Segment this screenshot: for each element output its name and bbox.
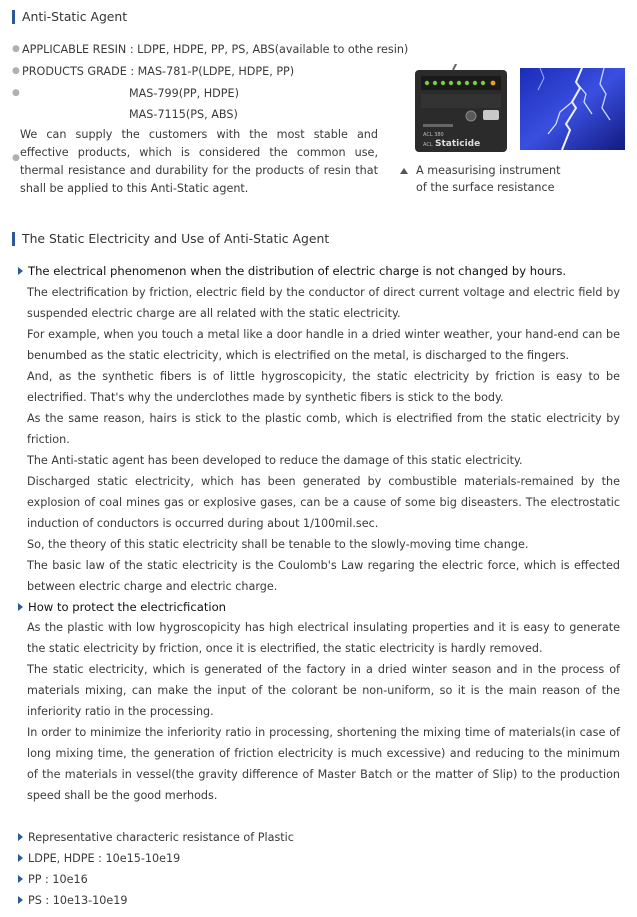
bullet-dot: ● bbox=[12, 88, 20, 98]
resistance-item-ldpe-hdpe: LDPE, HDPE : 10e15-10e19 bbox=[18, 851, 180, 867]
section-title-static-electricity: The Static Electricity and Use of Anti-Static Agent bbox=[12, 232, 329, 246]
paragraph: So, the theory of this static electricity shall be tenable to the slowly-moving time change. bbox=[27, 538, 529, 551]
resistance-meter-image bbox=[413, 64, 509, 154]
triangle-right-icon bbox=[18, 854, 23, 862]
section-title-anti-static-agent: Anti-Static Agent bbox=[12, 10, 127, 24]
supply-paragraph: We can supply the customers with the most stable and effective products, which is considered the common use, thermal resistance and durability for the products of resin that shall be applied to this Anti-Static agent. bbox=[20, 128, 378, 195]
resistance-item-ps: PS : 10e13-10e19 bbox=[18, 893, 127, 909]
protect-body bbox=[27, 617, 620, 806]
applicable-resin-line: APPLICABLE RESIN : LDPE, HDPE, PP, PS, ABS(available to othe resin) bbox=[22, 43, 409, 56]
paragraph: The basic law of the static electricity is the Coulomb's Law regaring the electric force, which is effected between electric charge and electric charge. bbox=[27, 559, 620, 593]
paragraph: For example, when you touch a metal like a door handle in a dried winter weather, your hand-end can be benumbed as the static electricity, which is electrified on the metal, is discharged to the fingers. bbox=[27, 328, 620, 362]
paragraph: And, as the synthetic fibers is of little hygroscopicity, the static electricity by friction is easy to be electrified. That's why the underclothes made by synthetic fibers is stick to the body. bbox=[27, 370, 620, 404]
triangle-right-icon bbox=[18, 267, 23, 275]
products-grade-2: MAS-799(PP, HDPE) bbox=[129, 87, 239, 100]
bullet-dot: ● bbox=[12, 44, 20, 54]
instrument-maker-label: ACL bbox=[423, 142, 433, 148]
bullet-dot: ● bbox=[12, 66, 20, 76]
lightning-image bbox=[520, 68, 625, 150]
products-grade-line: PRODUCTS GRADE : MAS-781-P(LDPE, HDPE, PP) bbox=[22, 65, 295, 78]
triangle-right-icon bbox=[18, 833, 23, 841]
instrument-caption bbox=[400, 162, 570, 196]
resistance-heading: Representative characteric resistance of Plastic bbox=[18, 830, 294, 846]
triangle-right-icon bbox=[18, 896, 23, 904]
paragraph: The static electricity, which is generated of the factory in a dried winter season and in the process of materials mixing, can make the input of the colorant be non-uniform, so it is the main reason of the inferiority ratio in the processing. bbox=[27, 663, 620, 718]
paragraph: The electrification by friction, electric field by the conductor of direct current voltage and electric field by suspended electric charge are all related with the static electricity. bbox=[27, 286, 620, 320]
paragraph: As the same reason, hairs is stick to the plastic comb, which is electrified from the static electricity by friction. bbox=[27, 412, 620, 446]
bullet-dot: ● bbox=[12, 153, 20, 163]
instrument-brand-label: Staticide bbox=[435, 139, 481, 149]
paragraph: Discharged static electricity, which has been generated by combustible materials-remained by the explosion of coal mines gas or explosive gases, can be a cause of some big diseasters. The electrostatic induction of conductors is occurred during about 1/100mil.sec. bbox=[27, 475, 620, 530]
caption-line-2: of the surface resistance bbox=[416, 181, 555, 194]
paragraph: As the plastic with low hygroscopicity has high electrical insulating properties and it is easy to generate the static electricity by friction, once it is electrified, the static electricity is hardly removed. bbox=[27, 621, 620, 655]
products-grade-3: MAS-7115(PS, ABS) bbox=[129, 108, 238, 121]
caption-line-1: A measurising instrument bbox=[416, 164, 561, 177]
paragraph: In order to minimize the inferiority ratio in processing, shortening the mixing time of materials(in case of long mixing time, the generation of friction electricity is much excessive) and reducing to the minimum of the materials in vessel(the gravity difference of Master Batch or the matter of Slip) to the production speed shall be the good merhods. bbox=[27, 726, 620, 802]
instrument-model-label: ACL 380 bbox=[423, 132, 444, 138]
triangle-up-icon bbox=[400, 168, 408, 174]
triangle-right-icon bbox=[18, 603, 23, 611]
paragraph: The Anti-static agent has been developed to reduce the damage of this static electricity. bbox=[27, 454, 523, 467]
resistance-item-pp: PP : 10e16 bbox=[18, 872, 88, 888]
static-electricity-body bbox=[27, 282, 620, 597]
subheading-electrical-phenomenon: The electrical phenomenon when the distribution of electric charge is not changed by hours. bbox=[18, 263, 566, 279]
subheading-how-to-protect: How to protect the electricfication bbox=[18, 599, 226, 615]
triangle-right-icon bbox=[18, 875, 23, 883]
